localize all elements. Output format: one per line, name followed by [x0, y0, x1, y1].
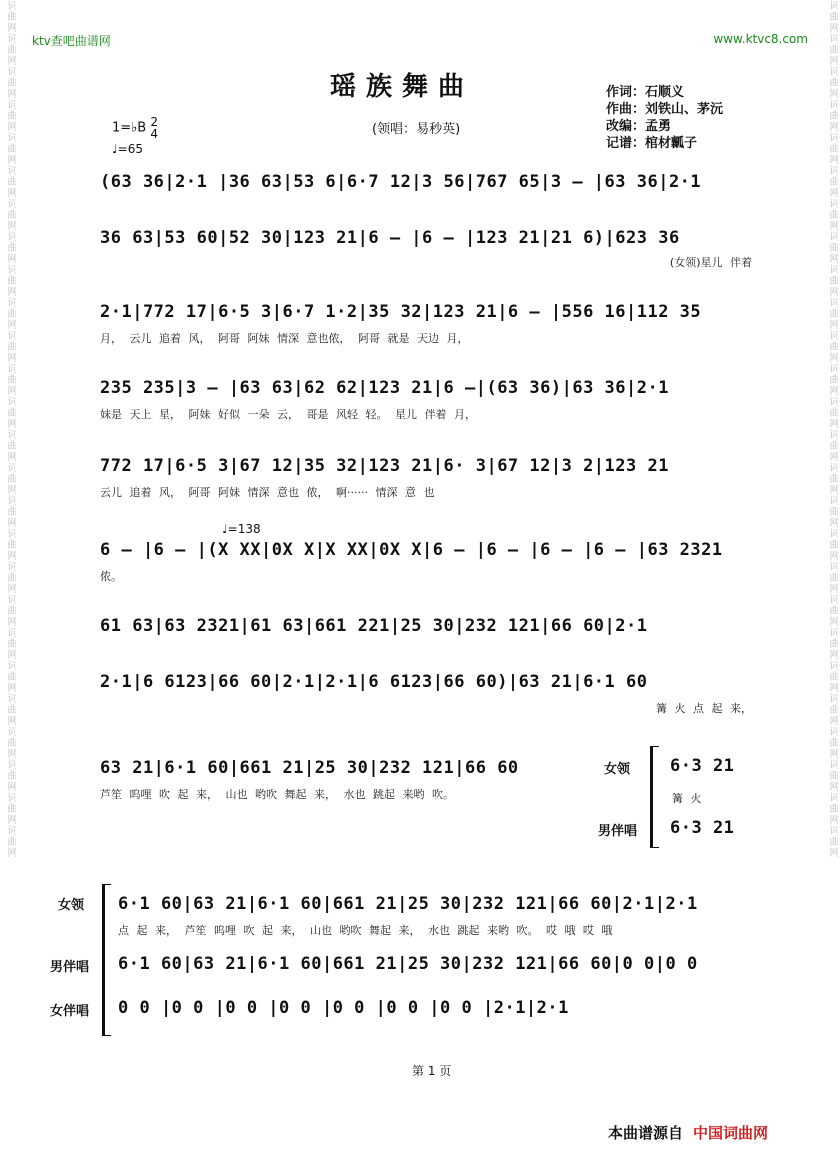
song-title: 瑶族舞曲	[330, 72, 475, 102]
key-prefix: 1=♭B	[112, 120, 147, 136]
lyrics: 侬。	[100, 570, 122, 583]
notes: 63 21|6·1 60|661 21|25 30|232 121|66 60	[100, 758, 519, 778]
notes: (63 36|2·1 |36 63|53 6|6·7 12|3 56|767 65|3 – |63 36|2·1	[100, 172, 702, 192]
source-credit	[608, 1122, 768, 1143]
side-watermark-right: 词曲网词曲网词曲网词曲网词曲网词曲网词曲网词曲网词曲网词曲网词曲网词曲网词曲网词曲网词曲网词曲网词曲网词曲网词曲网词曲网词曲网词曲网词曲网词曲网词曲网词曲网	[827, 0, 838, 858]
score-row-2	[100, 228, 752, 270]
ensemble-male	[118, 954, 754, 974]
source-prefix: 本曲谱源自	[608, 1124, 684, 1142]
time-top: 2	[150, 115, 158, 129]
side-watermark-left: 词曲网词曲网词曲网词曲网词曲网词曲网词曲网词曲网词曲网词曲网词曲网词曲网词曲网词曲网词曲网词曲网词曲网词曲网词曲网词曲网词曲网词曲网词曲网词曲网词曲网词曲网	[5, 0, 16, 858]
notes: 2·1|6 6123|66 60|2·1|2·1|6 6123|66 60)|63 21|6·1 60	[100, 672, 648, 692]
score-row-1	[100, 172, 752, 192]
composer: 作曲：刘铁山、茅沅	[606, 102, 724, 117]
tempo-mark: ♩=65	[112, 142, 143, 156]
notes: 61 63|63 2321|61 63|661 221|25 30|232 121|66 60|2·1	[100, 616, 648, 636]
score-row-9	[100, 758, 580, 802]
lyrics: 点 起 来， 芦笙 呜哩 吹 起 来， 山也 哟吹 舞起 来， 水也 跳起 来哟 吹。 哎 哦 哎 哦	[118, 924, 613, 937]
lyrics: 月， 云儿 追着 风， 阿哥 阿妹 情深 意也侬， 阿哥 就是 天边 月，	[100, 332, 469, 345]
notes: 235 235|3 – |63 63|62 62|123 21|6 –|(63 36)|63 36|2·1	[100, 378, 669, 398]
ensemble-female	[118, 998, 754, 1018]
label-female-lead: 女领	[604, 762, 631, 777]
score-row-8	[100, 672, 752, 716]
trio-male-notes: 6·3 21	[670, 818, 735, 838]
label-male-chorus: 男伴唱	[598, 824, 638, 839]
notes: 2·1|772 17|6·5 3|6·7 1·2|35 32|123 21|6 – |556 16|112 35	[100, 302, 702, 322]
system-brace-1	[650, 746, 659, 848]
score-row-7	[100, 616, 752, 636]
system-brace-2	[102, 884, 111, 1036]
lyrics: 芦笙 呜哩 吹 起 来， 山也 哟吹 舞起 来， 水也 跳起 来哟 吹。	[100, 788, 454, 801]
lyricist: 作词：石顺义	[606, 85, 685, 100]
label-male-chorus-2: 男伴唱	[50, 960, 90, 975]
score-row-3	[100, 302, 752, 346]
page-number: 第 1 页	[412, 1064, 452, 1078]
lead-singer: (领唱：易秒英)	[372, 122, 461, 137]
notes: 6·1 60|63 21|6·1 60|661 21|25 30|232 121|66 60|2·1|2·1	[118, 894, 698, 914]
time-signature	[150, 116, 158, 140]
lyrics: 云儿 追着 风， 阿哥 阿妹 情深 意也 侬， 啊······ 情深 意 也	[100, 486, 435, 499]
notes: 36 63|53 60|52 30|123 21|6 – |6 – |123 21|21 6)|623 36	[100, 228, 680, 248]
label-female-chorus: 女伴唱	[50, 1004, 90, 1019]
ensemble-lead	[118, 894, 754, 938]
notes: 772 17|6·5 3|67 12|35 32|123 21|6· 3|67 12|3 2|123 21	[100, 456, 669, 476]
tempo-mark-2: ♩=138	[222, 522, 261, 536]
trio-lead-notes: 6·3 21	[670, 756, 735, 776]
transcriber: 记谱：棺材瓤子	[606, 136, 698, 151]
lyrics: (女领)星儿 伴着	[669, 256, 752, 269]
notes: 6 – |6 – |(X XX|0X X|X XX|0X X|6 – |6 – |6 – |6 – |63 2321	[100, 540, 723, 560]
score-row-6	[100, 540, 752, 584]
source-site-link[interactable]: 中国词曲网	[693, 1124, 769, 1142]
notes: 6·1 60|63 21|6·1 60|661 21|25 30|232 121|66 60|0 0|0 0	[118, 954, 698, 974]
trio-lead-lyrics: 篝 火	[672, 792, 702, 805]
site-link-left[interactable]: ktv查吧曲谱网	[32, 34, 111, 48]
credits-block	[606, 84, 723, 152]
key-signature	[112, 116, 158, 140]
score-row-5	[100, 456, 752, 500]
arranger: 改编：孟勇	[606, 119, 672, 134]
label-female-lead-2: 女领	[58, 898, 85, 913]
notes: 0 0 |0 0 |0 0 |0 0 |0 0 |0 0 |0 0 |2·1|2·1	[118, 998, 569, 1018]
lyrics: 妹是 天上 星， 阿妹 好似 一朵 云， 哥是 风轻 轻。 星儿 伴着 月，	[100, 408, 476, 421]
site-link-right[interactable]: www.ktvc8.com	[713, 32, 808, 46]
score-row-4	[100, 378, 752, 422]
lyrics: 篝 火 点 起 来，	[656, 702, 752, 715]
time-bottom: 4	[150, 127, 158, 141]
